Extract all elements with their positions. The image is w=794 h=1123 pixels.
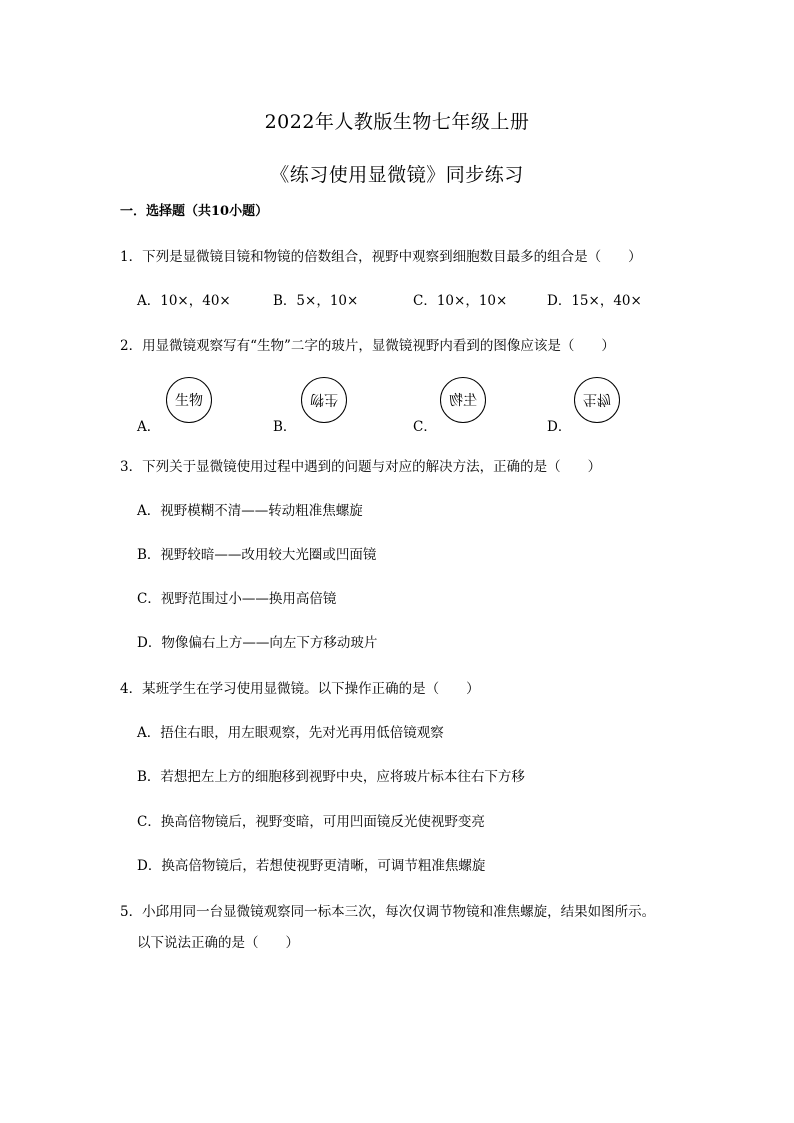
question-3-stem: 3．下列关于显微镜使用过程中遇到的问题与对应的解决方法，正确的是（ ） <box>120 459 602 475</box>
question-2-option-c-image <box>440 377 486 423</box>
question-5-stem: 5．小邱用同一台显微镜观察同一标本三次，每次仅调节物镜和准焦螺旋，结果如图所示。 <box>120 904 656 920</box>
question-2-stem: 2．用显微镜观察写有“生物”二字的玻片，显微镜视野内看到的图像应该是（ ） <box>120 338 615 354</box>
question-4-option-d: D．换高倍物镜后，若想使视野更清晰，可调节粗准焦螺旋 <box>137 858 486 874</box>
question-1-stem: 1．下列是显微镜目镜和物镜的倍数组合，视野中观察到细胞数目最多的组合是（ ） <box>120 249 642 265</box>
question-2-option-a-letter: A． <box>137 419 161 435</box>
question-4-option-a: A．捂住右眼，用左眼观察，先对光再用低倍镜观察 <box>137 725 444 741</box>
question-3-option-c: C．视野范围过小——换用高倍镜 <box>137 591 337 607</box>
question-2-option-c-letter: C． <box>413 419 437 435</box>
option-a-text: 生物 <box>175 393 203 409</box>
question-1-option-d: D．15×，40× <box>547 293 642 309</box>
option-d-text-flipped: 生物 <box>583 391 611 407</box>
page-subtitle: 《练习使用显微镜》同步练习 <box>270 164 524 186</box>
question-1-option-a: A．10×，40× <box>137 293 231 309</box>
section-heading: 一．选择题（共10小题） <box>120 204 269 219</box>
option-b-text-rotated: 生物 <box>310 391 338 407</box>
question-1-option-c: C．10×，10× <box>413 293 508 309</box>
page-title: 2022年人教版生物七年级上册 <box>264 111 530 133</box>
question-3-option-a: A．视野模糊不清——转动粗准焦螺旋 <box>137 503 363 519</box>
question-2-option-d-letter: D． <box>547 419 572 435</box>
question-5-stem-continued: 以下说法正确的是（ ） <box>137 935 299 951</box>
option-c-text-mirrored: 生物 <box>449 393 477 409</box>
question-2-option-b-image <box>301 377 347 423</box>
question-2-option-a-image <box>166 377 212 423</box>
question-2-option-b-letter: B． <box>273 419 297 435</box>
question-3-option-d: D．物像偏右上方——向左下方移动玻片 <box>137 635 378 651</box>
question-4-stem: 4．某班学生在学习使用显微镜。以下操作正确的是（ ） <box>120 681 480 697</box>
question-1-option-b: B．5×，10× <box>273 293 359 309</box>
question-4-option-c: C．换高倍物镜后，视野变暗，可用凹面镜反光使视野变亮 <box>137 814 485 830</box>
question-2-option-d-image <box>574 377 620 423</box>
question-4-option-b: B．若想把左上方的细胞移到视野中央，应将玻片标本往右下方移 <box>137 769 525 785</box>
question-3-option-b: B．视野较暗——改用较大光圈或凹面镜 <box>137 547 377 563</box>
